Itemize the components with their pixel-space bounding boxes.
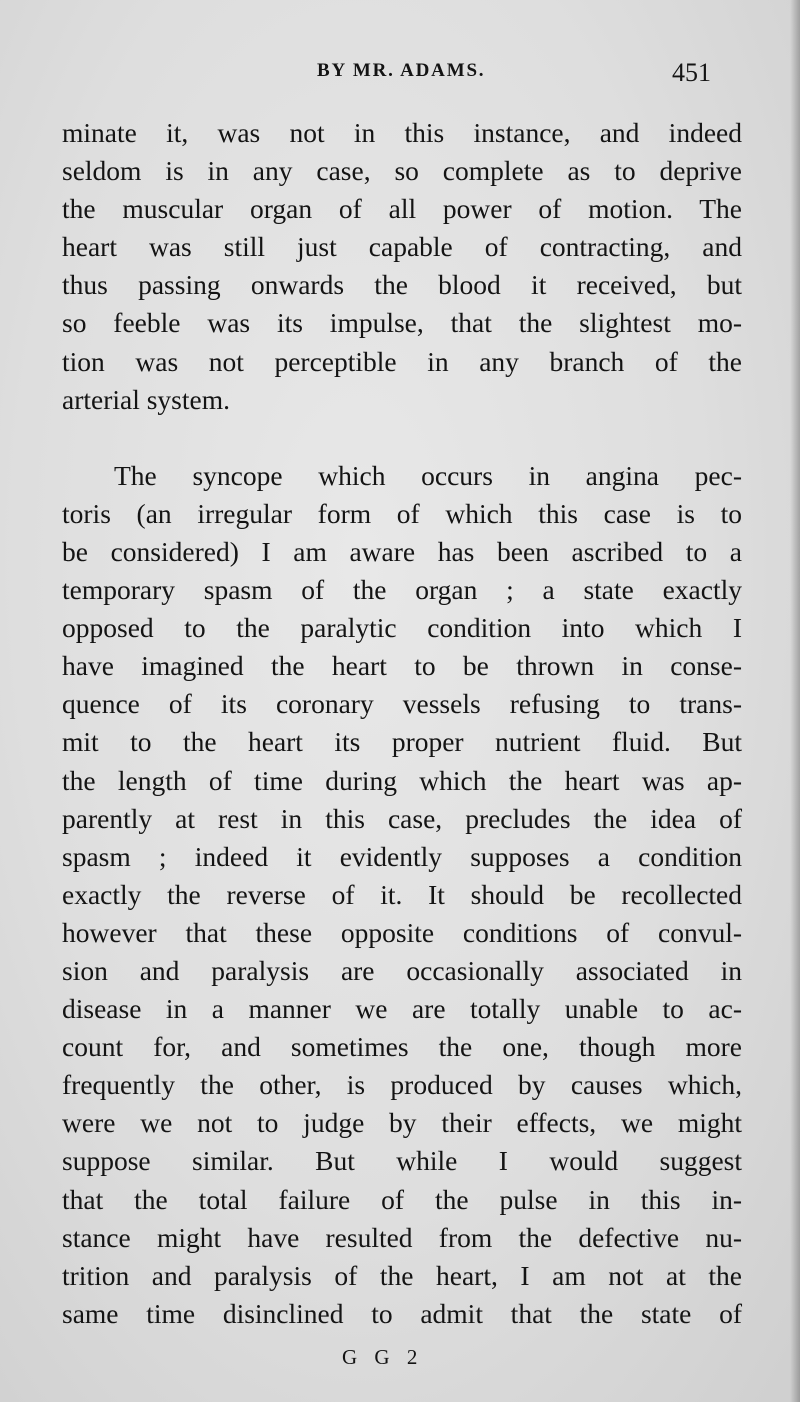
text-line: same time disinclined to admit that the state of (62, 1297, 742, 1329)
text-line: exactly the reverse of it. It should be recollected (62, 878, 742, 910)
text-line: temporary spasm of the organ ; a state exactly (62, 574, 742, 606)
text-line: arterial system. (62, 383, 230, 415)
text-line: seldom is in any case, so complete as to deprive (62, 155, 742, 187)
paragraph-gap (62, 419, 742, 457)
text-line: minate it, was not in this instance, and indeed (62, 117, 742, 148)
text-line: spasm ; indeed it evidently supposes a condition (62, 840, 742, 872)
text-line: however that these opposite conditions of convul- (62, 916, 742, 948)
text-line: heart was still just capable of contracting, and (62, 231, 742, 263)
text-line: were we not to judge by their effects, we might (62, 1107, 742, 1139)
text-line: frequently the other, is produced by causes which, (62, 1069, 742, 1101)
text-line: so feeble was its impulse, that the slightest mo- (62, 307, 742, 339)
text-line: the length of time during which the heart was ap- (62, 764, 742, 796)
text-line: stance might have resulted from the defective nu- (62, 1221, 742, 1253)
running-head (0, 58, 800, 90)
paragraph-1 (62, 114, 742, 419)
text-line: opposed to the paralytic condition into which I (62, 612, 742, 644)
text-line: that the total failure of the pulse in this in- (62, 1183, 742, 1215)
text-line: count for, and sometimes the one, though more (62, 1031, 742, 1063)
text-line: trition and paralysis of the heart, I am not at the (62, 1259, 742, 1291)
running-title: BY MR. ADAMS. (317, 60, 486, 81)
page-number: 451 (672, 58, 711, 87)
text-line: have imagined the heart to be thrown in conse- (62, 650, 742, 682)
text-line: The syncope which occurs in angina pec- (114, 459, 742, 491)
text-line: sion and paralysis are occasionally associated in (62, 954, 742, 986)
text-line: mit to the heart its proper nutrient fluid. But (62, 726, 742, 758)
body-text (62, 114, 742, 1333)
text-line: parently at rest in this case, precludes the idea of (62, 802, 742, 834)
text-line: be considered) I am aware has been ascribed to a (62, 535, 742, 567)
page-edge-shadow (790, 0, 800, 1402)
text-line: thus passing onwards the blood it received, but (62, 269, 742, 301)
text-line: the muscular organ of all power of motion. The (62, 193, 742, 225)
signature-mark: G G 2 (342, 1345, 424, 1369)
text-line: tion was not perceptible in any branch of the (62, 345, 742, 377)
text-line: disease in a manner we are totally unable to ac- (62, 993, 742, 1025)
paragraph-2 (62, 457, 742, 1333)
text-line: suppose similar. But while I would suggest (62, 1145, 742, 1177)
text-line: quence of its coronary vessels refusing to trans- (62, 688, 742, 720)
text-line: toris (an irregular form of which this case is to (62, 497, 742, 529)
